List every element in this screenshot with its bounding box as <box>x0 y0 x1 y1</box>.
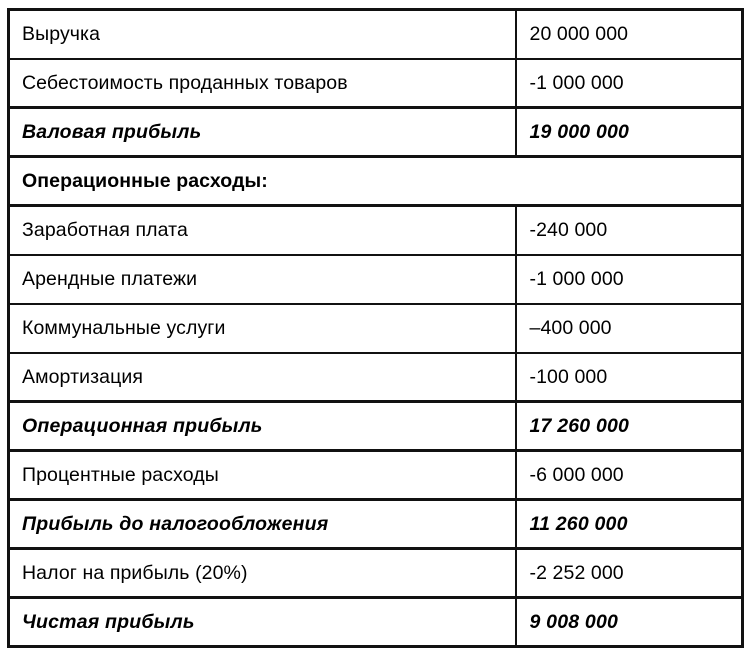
table-row <box>9 10 743 59</box>
income-statement-table <box>7 8 744 648</box>
total-label-cell: Операционная прибыль <box>9 402 516 451</box>
table-row <box>9 157 743 206</box>
total-label-cell: Прибыль до налогообложения <box>9 500 516 549</box>
total-label-cell: Валовая прибыль <box>9 108 516 157</box>
item-label-cell: Арендные платежи <box>9 255 516 304</box>
table-row <box>9 206 743 255</box>
total-value-cell: 11 260 000 <box>516 500 743 549</box>
section-header-cell: Операционные расходы: <box>9 157 743 206</box>
item-label-cell: Себестоимость проданных товаров <box>9 59 516 108</box>
item-label-cell: Амортизация <box>9 353 516 402</box>
item-value-cell: -2 252 000 <box>516 549 743 598</box>
item-value-cell: -1 000 000 <box>516 59 743 108</box>
item-value-cell: -1 000 000 <box>516 255 743 304</box>
table-row <box>9 304 743 353</box>
table-row <box>9 598 743 647</box>
item-label-cell: Налог на прибыль (20%) <box>9 549 516 598</box>
item-value-cell: 20 000 000 <box>516 10 743 59</box>
item-label-cell: Заработная плата <box>9 206 516 255</box>
table-row <box>9 59 743 108</box>
table-row <box>9 451 743 500</box>
table-row <box>9 500 743 549</box>
item-value-cell: -6 000 000 <box>516 451 743 500</box>
item-value-cell: -100 000 <box>516 353 743 402</box>
total-value-cell: 17 260 000 <box>516 402 743 451</box>
total-value-cell: 9 008 000 <box>516 598 743 647</box>
item-label-cell: Коммунальные услуги <box>9 304 516 353</box>
table-row <box>9 353 743 402</box>
table-row <box>9 108 743 157</box>
item-label-cell: Процентные расходы <box>9 451 516 500</box>
total-label-cell: Чистая прибыль <box>9 598 516 647</box>
table-row <box>9 402 743 451</box>
item-label-cell: Выручка <box>9 10 516 59</box>
table-row <box>9 549 743 598</box>
item-value-cell: -240 000 <box>516 206 743 255</box>
table-row <box>9 255 743 304</box>
table-body <box>9 10 743 647</box>
total-value-cell: 19 000 000 <box>516 108 743 157</box>
item-value-cell: –400 000 <box>516 304 743 353</box>
